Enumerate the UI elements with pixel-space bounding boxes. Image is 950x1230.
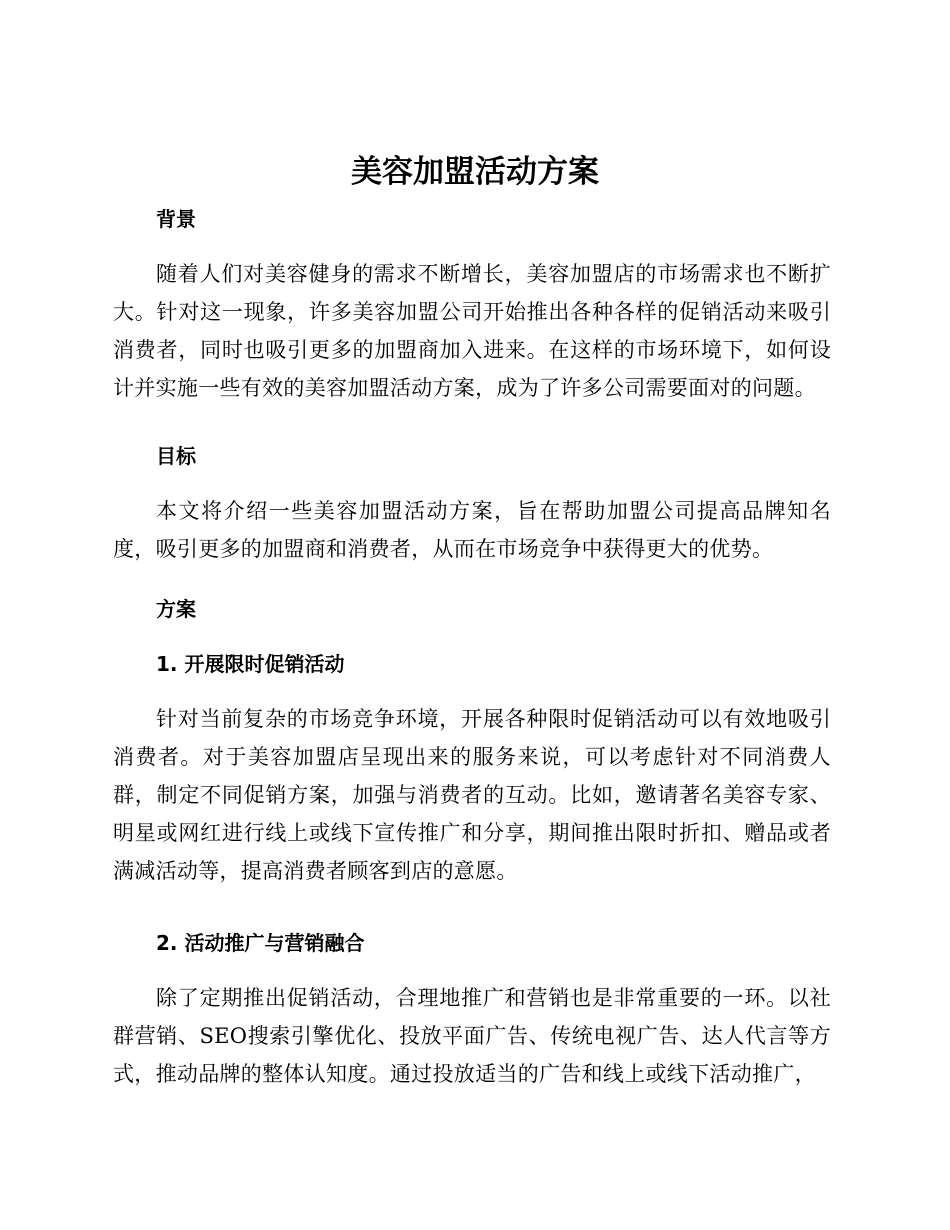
paragraph-promotion-marketing: 除了定期推出促销活动，合理地推广和营销也是非常重要的一环。以社群营销、SEO搜索引擎优化、投放平面广告、传统电视广告、达人代言等方式，推动品牌的整体认知度。通过投放适当的广告和线上或线下活动推广， [113,986,831,1086]
section-heading-plan: 方案 [156,597,196,621]
section-heading-goal: 目标 [156,444,196,468]
subsection-heading-promotion-marketing: 2. 活动推广与营销融合 [156,931,365,955]
section-heading-background: 背景 [156,207,196,231]
paragraph-background: 随着人们对美容健身的需求不断增长，美容加盟店的市场需求也不断扩大。针对这一现象，许多美容加盟公司开始推出各种各样的促销活动来吸引消费者，同时也吸引更多的加盟商加入进来。在这样的市场环境下，如何设计并实施一些有效的美容加盟活动方案，成为了许多公司需要面对的问题。 [113,262,831,400]
paragraph-limited-time-promotion: 针对当前复杂的市场竞争环境，开展各种限时促销活动可以有效地吸引消费者。对于美容加盟店呈现出来的服务来说，可以考虑针对不同消费人群，制定不同促销方案，加强与消费者的互动。比如，邀请著名美容专家、明星或网红进行线上或线下宣传推广和分享，期间推出限时折扣、赠品或者满减活动等，提高消费者顾客到店的意愿。 [113,707,831,883]
paragraph-goal: 本文将介绍一些美容加盟活动方案，旨在帮助加盟公司提高品牌知名度，吸引更多的加盟商和消费者，从而在市场竞争中获得更大的优势。 [113,499,831,561]
subsection-heading-limited-time-promotion: 1. 开展限时促销活动 [156,652,345,676]
document-title: 美容加盟活动方案 [351,154,599,190]
